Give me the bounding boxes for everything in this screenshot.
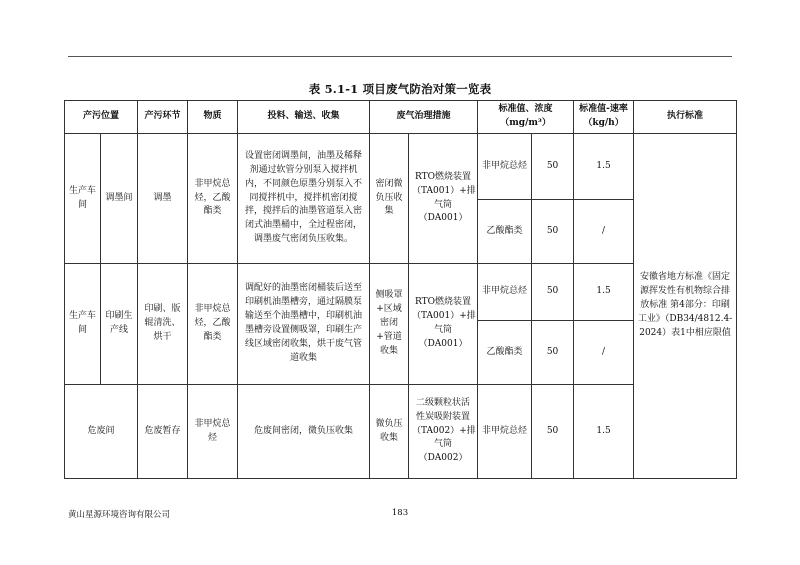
step-cell: 调墨 xyxy=(138,134,188,264)
device-cell: RTO燃烧装置（TA001）+排气筒（DA001） xyxy=(409,134,478,264)
table-row xyxy=(65,134,737,200)
header-treatment: 废气治理措施 xyxy=(370,101,478,134)
room-cell: 印刷生产线 xyxy=(101,264,138,385)
header-row xyxy=(65,101,737,134)
header-standard: 执行标准 xyxy=(634,101,737,134)
rate-cell: 1.5 xyxy=(574,264,634,321)
location-cell: 危废间 xyxy=(65,385,138,479)
pollutant-cell: 非甲烷总烃 xyxy=(478,385,532,479)
step-cell: 危废暂存 xyxy=(138,385,188,479)
header-location: 产污位置 xyxy=(65,101,138,134)
standard-cell: 安徽省地方标准《固定源挥发性有机物综合排放标准 第4部分：印刷工业》（DB34/4812.4-2024）表1中相应限值 xyxy=(634,134,737,479)
page-number: 183 xyxy=(391,508,409,518)
substance-cell: 非甲烷总烃，乙酸酯类 xyxy=(188,134,238,264)
conc-cell: 50 xyxy=(532,385,574,479)
device-cell: RTO燃烧装置（TA001）+排气筒（DA001） xyxy=(409,264,478,385)
pollutant-cell: 非甲烷总烃 xyxy=(478,264,532,321)
substance-cell: 非甲烷总烃，乙酸酯类 xyxy=(188,264,238,385)
footer-company: 黄山星源环境咨询有限公司 xyxy=(68,510,171,520)
workshop-cell: 生产车间 xyxy=(65,264,101,385)
header-rule xyxy=(68,56,732,57)
header-feeding: 投料、输送、收集 xyxy=(238,101,370,134)
pollutant-cell: 乙酸酯类 xyxy=(478,321,532,385)
step-cell: 印刷、版辊清洗、烘干 xyxy=(138,264,188,385)
room-cell: 调墨间 xyxy=(101,134,138,264)
pollutant-cell: 非甲烷总烃 xyxy=(478,134,532,200)
conc-cell: 50 xyxy=(532,134,574,200)
workshop-cell: 生产车间 xyxy=(65,134,101,264)
table-title: 表 5.1-1 项目废气防治对策一览表 xyxy=(308,82,492,96)
feeding-cell: 调配好的油墨密闭桶装后送至印刷机油墨槽旁，通过隔膜泵输送至个油墨槽中，印刷机油墨槽旁设置侧吸罩，印刷生产线区域密闭收集，烘干废气管道收集 xyxy=(238,264,370,385)
rate-cell: 1.5 xyxy=(574,134,634,200)
collection-cell: 侧吸罩+区域密闭+管道收集 xyxy=(370,264,409,385)
header-step: 产污环节 xyxy=(138,101,188,134)
conc-cell: 50 xyxy=(532,321,574,385)
rate-cell: / xyxy=(574,200,634,264)
feeding-cell: 设置密闭调墨间，油墨及稀释剂通过软管分别泵入搅拌机内，不同颜色原墨分别泵入不同搅拌机中，搅拌机密闭搅拌，搅拌后的油墨管道泵入密闭式油墨桶中，全过程密闭，调墨废气密闭负压收集。 xyxy=(238,134,370,264)
collection-cell: 微负压收集 xyxy=(370,385,409,479)
substance-cell: 非甲烷总烃 xyxy=(188,385,238,479)
conc-cell: 50 xyxy=(532,264,574,321)
header-rate: 标准值-速率（kg/h） xyxy=(574,101,634,134)
header-substance: 物质 xyxy=(188,101,238,134)
header-conc: 标准值、浓度（mg/m³） xyxy=(478,101,574,134)
rate-cell: 1.5 xyxy=(574,385,634,479)
collection-cell: 密闭微负压收集 xyxy=(370,134,409,264)
conc-cell: 50 xyxy=(532,200,574,264)
pollutant-cell: 乙酸酯类 xyxy=(478,200,532,264)
device-cell: 二级颗粒状活性炭吸附装置（TA002）+排气筒（DA002） xyxy=(409,385,478,479)
feeding-cell: 危废间密闭，微负压收集 xyxy=(238,385,370,479)
waste-gas-table xyxy=(64,100,737,479)
rate-cell: / xyxy=(574,321,634,385)
